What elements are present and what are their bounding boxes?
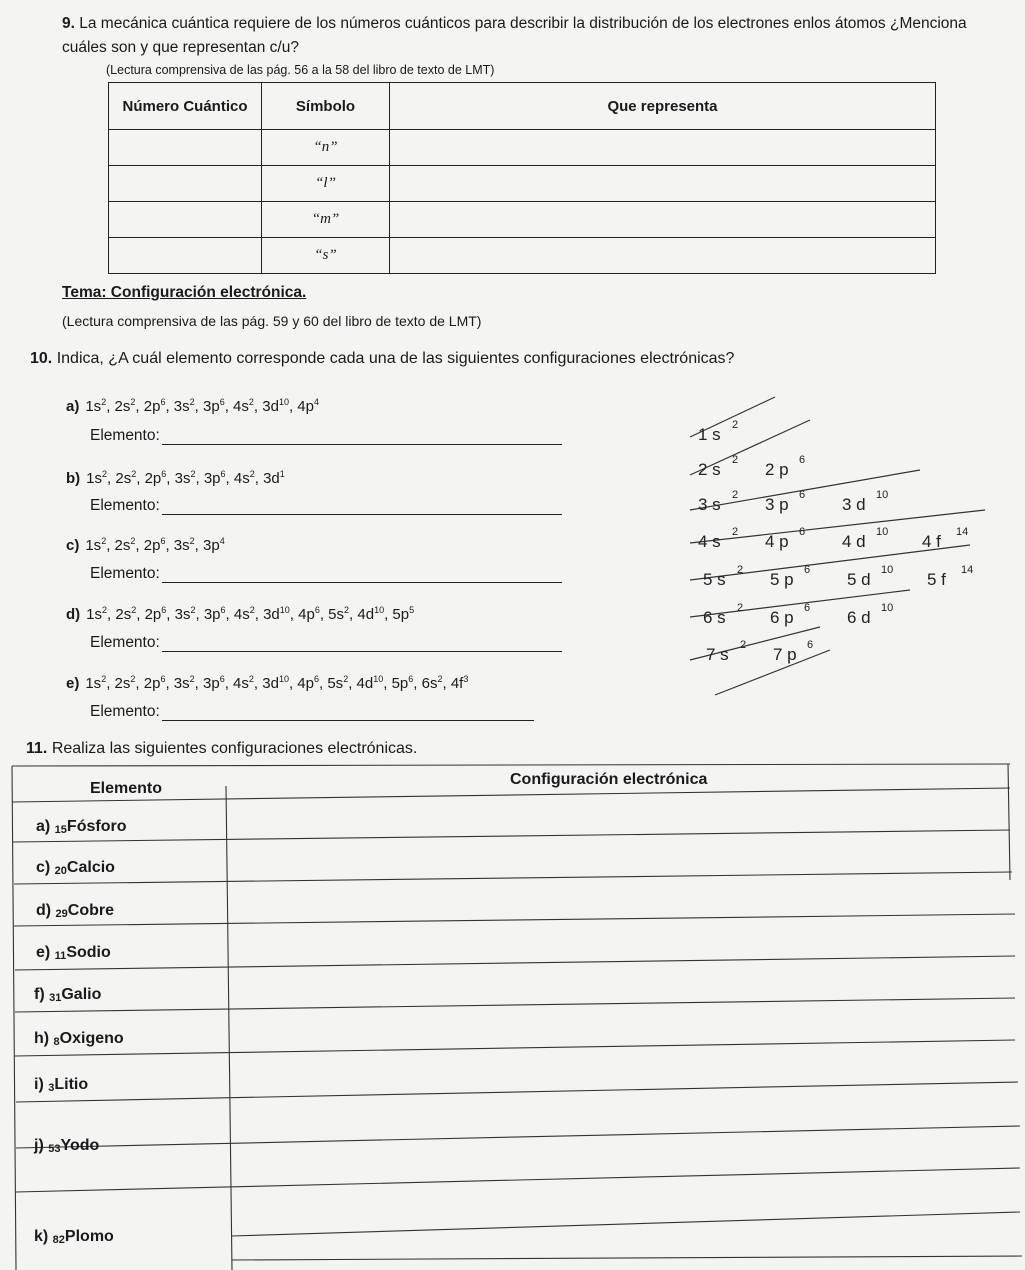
- configuration-answer-cell[interactable]: [234, 1133, 1004, 1167]
- answer-cell-number[interactable]: [109, 166, 262, 202]
- element-answer-line[interactable]: [162, 637, 562, 652]
- config-item: [66, 606, 414, 623]
- configuration-answer-cell[interactable]: [234, 940, 1004, 974]
- orbital-label: 4 d: [842, 532, 866, 551]
- atomic-number: 8: [53, 1036, 60, 1048]
- element-label: Elemento:: [90, 703, 160, 720]
- header-elemento: Elemento: [90, 780, 163, 797]
- orbital-label: 4 s: [698, 532, 721, 551]
- question-9: [62, 12, 1002, 60]
- element-row-label: [34, 986, 101, 1004]
- element-name: Fósforo: [66, 818, 127, 835]
- element-row-letter: e): [36, 944, 55, 961]
- element-row-letter: i): [34, 1076, 49, 1093]
- element-answer-line[interactable]: [162, 500, 562, 515]
- orbital-exponent: 14: [961, 564, 974, 576]
- orbital-label: 4 f: [922, 532, 941, 551]
- orbital-exponent: 10: [881, 564, 894, 576]
- element-row-letter: a): [36, 818, 55, 835]
- answer-cell-number[interactable]: [109, 130, 262, 166]
- quantum-numbers-table: [108, 82, 936, 274]
- element-answer: [90, 497, 562, 515]
- configuration-answer-cell[interactable]: [234, 898, 1004, 932]
- config-item-text: $1s^2$, $2s^2$, $2p^6$, $3s^2$, $3p^4$: [85, 536, 225, 554]
- orbital-label: 5 s: [703, 570, 726, 589]
- table-row: [109, 202, 936, 238]
- config-item: [66, 537, 225, 554]
- header-numero-cuantico: Número Cuántico: [109, 83, 262, 130]
- config-item-label: a): [66, 398, 80, 415]
- configuration-answer-cell[interactable]: [234, 1026, 1004, 1060]
- symbol-l: “l”: [262, 166, 390, 202]
- config-item-label: b): [66, 470, 81, 487]
- orbital-exponent: 6: [799, 454, 806, 466]
- orbital-exponent: 2: [732, 489, 739, 501]
- answer-cell-meaning[interactable]: [390, 166, 936, 202]
- config-item-text: $1s^2$, $2s^2$, $2p^6$, $3s^2$, $3p^6$, $4s^2$, $3d^1$: [86, 469, 285, 487]
- answer-cell-meaning[interactable]: [390, 130, 936, 166]
- orbital-label: 6 p: [770, 608, 794, 627]
- symbol-n: “n”: [262, 130, 390, 166]
- element-answer: [90, 703, 534, 721]
- aufbau-diagram: [660, 395, 1000, 705]
- element-row-label: [34, 1030, 124, 1048]
- element-row-label: [36, 859, 115, 877]
- orbital-exponent: 10: [876, 489, 889, 501]
- atomic-number: 53: [48, 1143, 61, 1155]
- configuration-answer-cell[interactable]: [234, 814, 1004, 848]
- config-item: [66, 470, 285, 487]
- element-row-letter: c): [36, 859, 55, 876]
- configuration-answer-cell[interactable]: [234, 1072, 1004, 1106]
- configuration-answer-cell[interactable]: [234, 855, 1004, 889]
- element-row-label: [36, 944, 111, 962]
- element-row-label: [36, 818, 126, 836]
- element-name: Sodio: [66, 944, 111, 961]
- config-item-text: $1s^2$, $2s^2$, $2p^6$, $3s^2$, $3p^6$, $4s^2$, $3d^{10}$, $4p^6$, $5s^2$, $4d^{10}$, $5p^5$: [86, 605, 415, 623]
- header-simbolo: Símbolo: [262, 83, 390, 130]
- orbital-exponent: 2: [732, 454, 739, 466]
- orbital-exponent: 14: [956, 526, 969, 538]
- orbital-exponent: 6: [804, 564, 811, 576]
- orbital-exponent: 2: [732, 526, 739, 538]
- answer-cell-number[interactable]: [109, 202, 262, 238]
- orbital-label: 6 d: [847, 608, 871, 627]
- orbital-exponent: 10: [881, 602, 894, 614]
- header-que-representa: Que representa: [390, 83, 936, 130]
- orbital-exponent: 2: [737, 602, 744, 614]
- element-label: Elemento:: [90, 634, 160, 651]
- element-name: Galio: [61, 986, 102, 1003]
- orbital-label: 6 s: [703, 608, 726, 627]
- config-item-text: $1s^2$, $2s^2$, $2p^6$, $3s^2$, $3p^6$, $4s^2$, $3d^{10}$, $4p^6$, $5s^2$, $4d^{10}$, $5p^6$, $6s^2$, $4f^3$: [85, 674, 469, 692]
- element-row-letter: k): [34, 1228, 53, 1245]
- orbital-label: 2 p: [765, 460, 789, 479]
- element-row-letter: h): [34, 1030, 54, 1047]
- orbital-label: 3 s: [698, 495, 721, 514]
- orbital-exponent: 6: [799, 526, 806, 538]
- element-answer: [90, 565, 562, 583]
- orbital-label: 3 p: [765, 495, 789, 514]
- config-item-text: $1s^2$, $2s^2$, $2p^6$, $3s^2$, $3p^6$, $4s^2$, $3d^{10}$, $4p^4$: [85, 397, 319, 415]
- orbital-label: 7 p: [773, 645, 797, 664]
- configuration-answer-cell[interactable]: [234, 1224, 1004, 1258]
- element-answer: [90, 427, 562, 445]
- topic-note: (Lectura comprensiva de las pág. 59 y 60 del libro de texto de LMT): [62, 313, 482, 329]
- orbital-exponent: 2: [740, 639, 747, 651]
- config-item-label: c): [66, 537, 80, 554]
- question-11-number: 11.: [26, 740, 48, 757]
- element-name: Oxigeno: [59, 1030, 124, 1047]
- element-row-letter: j): [34, 1137, 49, 1154]
- symbol-s: “s”: [262, 238, 390, 274]
- answer-cell-meaning[interactable]: [390, 202, 936, 238]
- orbital-label: 7 s: [706, 645, 729, 664]
- element-row-label: [34, 1076, 88, 1094]
- element-answer-line[interactable]: [162, 430, 562, 445]
- orbital-exponent: 6: [807, 639, 814, 651]
- config-item-label: d): [66, 606, 81, 623]
- element-answer-line[interactable]: [162, 706, 534, 721]
- atomic-number: 15: [54, 824, 67, 836]
- config-item-label: e): [66, 675, 80, 692]
- orbital-label: 5 p: [770, 570, 794, 589]
- atomic-number: 82: [52, 1234, 65, 1246]
- atomic-number: 29: [55, 908, 68, 920]
- orbital-exponent: 6: [804, 602, 811, 614]
- header-configuracion: Configuración electrónica: [510, 771, 708, 788]
- element-row-letter: d): [36, 902, 56, 919]
- element-name: Cobre: [67, 902, 115, 919]
- configuration-answer-cell[interactable]: [234, 982, 1004, 1016]
- orbital-label: 2 s: [698, 460, 721, 479]
- symbol-m: “m”: [262, 202, 390, 238]
- question-11-text: Realiza las siguientes configuraciones electrónicas.: [51, 740, 418, 757]
- element-label: Elemento:: [90, 427, 160, 444]
- element-label: Elemento:: [90, 497, 160, 514]
- orbital-exponent: 6: [799, 489, 806, 501]
- element-label: Elemento:: [90, 565, 160, 582]
- question-11: [26, 740, 417, 758]
- answer-cell-number[interactable]: [109, 238, 262, 274]
- question-10: [30, 350, 734, 368]
- element-row-label: [34, 1228, 114, 1246]
- table-row: [109, 166, 936, 202]
- element-row-letter: f): [34, 986, 50, 1003]
- element-name: Calcio: [66, 859, 115, 876]
- orbital-exponent: 10: [876, 526, 889, 538]
- element-answer: [90, 634, 562, 652]
- config-item: [66, 398, 319, 415]
- orbital-exponent: 2: [732, 419, 739, 431]
- element-row-label: [36, 902, 114, 920]
- answer-cell-meaning[interactable]: [390, 238, 936, 274]
- question-9-note: (Lectura comprensiva de las pág. 56 a la 58 del libro de texto de LMT): [106, 63, 495, 77]
- orbital-label: 3 d: [842, 495, 866, 514]
- table-row: [109, 238, 936, 274]
- orbital-label: 5 f: [927, 570, 946, 589]
- orbital-label: 5 d: [847, 570, 871, 589]
- orbital-exponent: 2: [737, 564, 744, 576]
- element-answer-line[interactable]: [162, 568, 562, 583]
- element-row-label: [34, 1137, 99, 1155]
- topic-title: Tema: Configuración electrónica.: [62, 284, 307, 301]
- atomic-number: 11: [54, 950, 67, 962]
- atomic-number: 3: [48, 1082, 55, 1094]
- question-9-text: La mecánica cuántica requiere de los números cuánticos para describir la distribución de los electrones enlos átomos ¿Menciona cuáles son y que representan c/u?: [62, 15, 967, 56]
- orbital-label: 4 p: [765, 532, 789, 551]
- element-name: Plomo: [64, 1228, 114, 1245]
- atomic-number: 31: [49, 992, 62, 1004]
- atomic-number: 20: [54, 865, 67, 877]
- element-name: Yodo: [60, 1137, 100, 1154]
- question-9-number: 9.: [62, 15, 75, 32]
- orbital-label: 1 s: [698, 425, 721, 444]
- question-10-number: 10.: [30, 350, 53, 367]
- table-row: [109, 130, 936, 166]
- element-name: Litio: [54, 1076, 89, 1093]
- question-10-text: Indica, ¿A cuál elemento corresponde cada una de las siguientes configuraciones electrónicas?: [56, 350, 735, 367]
- config-item: [66, 675, 468, 692]
